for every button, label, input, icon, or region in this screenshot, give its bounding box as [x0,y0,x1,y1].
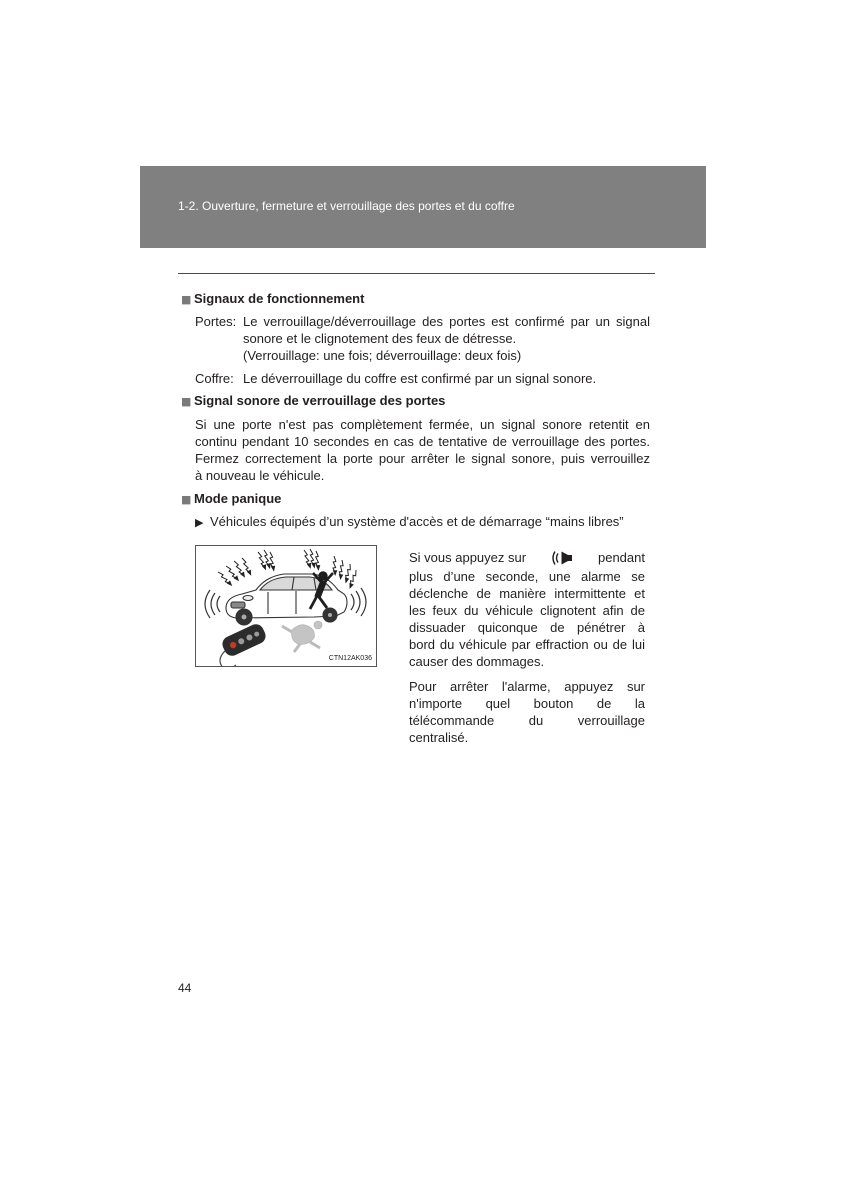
sound-wave [205,590,210,618]
heading-signaux [181,290,364,307]
car-hubcap-rear [327,612,332,617]
car-hubcap-front [241,614,247,620]
text-line: déclenche de manière intermittente et [409,586,645,601]
car-grille [231,602,245,608]
alarm-bolt [234,559,245,578]
sound-wave [361,588,366,616]
sound-wave [217,596,220,612]
heading-mode-panique [181,490,281,507]
text-line: télécommande du verrouillage [409,713,645,728]
text-line: centralisé. [409,730,469,745]
header-rule [178,273,655,274]
shadow-limb [310,642,320,648]
shadow-limb [294,644,300,652]
square-bullet: ■ [181,395,192,408]
heading-signaux-text: Signaux de fonctionnement [194,291,365,306]
text-line: continu pendant 10 secondes en cas de tentative de verrouillage des portes. [195,434,650,449]
coffre-label: Coffre: [195,371,234,386]
alarm-bolt [258,551,266,570]
text-line: causer des dommages. [409,654,545,669]
section-title: 1-2. Ouverture, fermeture et verrouillage des portes et du coffre [178,199,515,213]
portes-text [243,313,650,364]
sound-waves-left [205,590,220,618]
text-line: plus d’une seconde, une alarme se [409,569,645,584]
car [226,574,347,625]
shadow-figure [282,621,322,652]
panic-description [409,547,645,670]
signal-sonore-paragraph [195,416,650,484]
alarm-bolt [304,550,311,568]
vehicle-condition [195,513,624,530]
text-line: dissuader quiconque de pénétrer à [409,620,645,635]
text-line: Si une porte n'est pas complètement fermée, un signal sonore retentit en [195,417,650,432]
square-bullet: ■ [181,293,192,306]
text-line [409,547,645,568]
section-header-band [140,166,706,248]
sound-wave [211,593,215,615]
heading-mode-panique-text: Mode panique [194,491,282,506]
figure-caption: CTN12AK036 [328,655,372,662]
alarm-bolt [330,556,339,575]
text-line: à nouveau le véhicule. [195,468,325,483]
coffre-text: Le déverrouillage du coffre est confirmé par un signal sonore. [243,371,597,386]
sound-waves-right [351,588,366,616]
text-line: Pour arrêter l'alarme, appuyez sur [409,679,645,694]
text-line: n'importe quel bouton de la [409,696,645,711]
text-line: bord du véhicule par effraction ou de lui [409,637,645,652]
text-line: les feux du véhicule clignotent afin de [409,603,645,618]
text-after-icon: pendant [597,550,645,565]
car-headlight [243,596,253,601]
square-bullet: ■ [181,493,192,506]
page-number: 44 [178,981,192,995]
panic-alarm-figure [195,545,377,667]
heading-signal-sonore-text: Signal sonore de verrouillage des portes [194,393,446,408]
shadow-head [314,621,322,629]
key-fob [211,622,272,666]
portes-label: Portes: [195,314,237,329]
text-line: Le verrouillage/déverrouillage des portes est confirmé par un signal [243,314,650,329]
text-line: sonore et le clignotement des feux de détresse. [243,331,517,346]
vehicle-condition-text: Véhicules équipés d’un système d'accès et de démarrage “mains libres” [210,514,624,529]
heading-signal-sonore [181,392,445,409]
panic-button-icon [550,549,574,567]
text-before-icon: Si vous appuyez sur [409,550,527,565]
text-line: (Verrouillage: une fois; déverrouillage: deux fois) [243,348,522,363]
sound-wave [351,594,354,610]
stop-alarm-description [409,678,645,746]
panic-alarm-illustration [196,546,376,666]
text-line: Fermez correctement la porte pour arrêter le signal sonore, puis verrouillez [195,451,650,466]
shadow-limb [282,626,292,632]
triangle-marker-icon: ▶ [195,516,204,529]
sound-wave [356,591,360,613]
